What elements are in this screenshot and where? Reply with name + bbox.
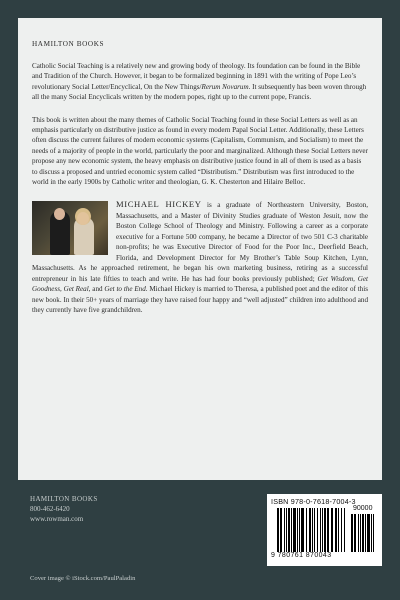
previous-book-last-title: Get to the End xyxy=(104,285,146,294)
barcode-bar xyxy=(338,508,340,552)
footer-phone: 800-462-6420 xyxy=(30,505,70,513)
author-bio xyxy=(32,199,368,316)
barcode-bar xyxy=(312,508,313,552)
barcode-bar xyxy=(294,508,296,552)
barcode-bar xyxy=(358,514,359,552)
intro-text-end: . It subsequently has been woven through all the many Social Encyclicals written by the modern popes, right up to the current pope, Francis. xyxy=(32,82,367,102)
barcode-bar xyxy=(284,508,285,552)
barcode-bar xyxy=(344,508,345,552)
description-text: This book is written about the many themes of Catholic Social Teaching found in these Social Letters as well as an emphasis particularly on distributive justice as found in every modern Papal Social Letter. Additionally, these Letters often discuss the current failures of modern economic systems (Capitalism, Communism, and Socialism) to meet the needs of a majority of people in the world, particularly the poor and marginalized. Although these Social Letters never propose any new economic system, the heavy emphasis on distributive justice found in all of them is used as a basis to discuss a proposed and untried economic system called “Distributism.” Distributism was first introduced to the world in the early 1900s by Catholic writer and theologian, G. K. Chesterton and Hilaire Belloc. xyxy=(32,115,368,187)
bio-text-part2: and xyxy=(90,285,105,294)
barcode-bar xyxy=(322,508,323,552)
intro-italic-title: Rerum Novarum xyxy=(201,82,249,91)
bio-text-part1: is a graduate of Northeastern University, Boston, Massachusetts, and a Master of Divinity Studies graduate of Weston Jesuit, now the Boston College School of Theology and Ministry. Following a career as a corporate executive for a Fortune 500 company, he became a Director of two 501 C-3 charitable non-profits; he was Executive Director of Food for the Poor Inc., Deerfield Beach, Florida, and Development Director for My Brother’s Table Soup Kitchen, Lynn, Massachusetts. As he approached retirement, he began his own marketing business, retiring as a successful entrepreneur in his late fifties to teach and write. He has had four books previously published; xyxy=(32,201,368,283)
barcode-bar xyxy=(320,508,321,552)
barcode-bar xyxy=(328,508,329,552)
barcode-bar xyxy=(309,508,311,552)
barcode-bars-main xyxy=(277,508,347,552)
cover-image-credit: Cover image © iStock.com/PaulPaladin xyxy=(30,575,136,582)
isbn-label: ISBN 978-0-7618-7004-3 xyxy=(271,497,356,506)
author-photo xyxy=(32,201,108,255)
barcode-bar xyxy=(354,514,356,552)
description-paragraph xyxy=(32,115,368,188)
barcode-bars-addon xyxy=(351,514,376,552)
bio-text-part3: . Michael Hickey is married to Theresa, a published poet and the editor of this new book. In their 50+ years of marriage they have raised four happy and “well adjusted” children into adulthood and they currently have five grandchildren. xyxy=(32,285,368,315)
barcode-bar xyxy=(368,514,370,552)
barcode-bar xyxy=(360,514,361,552)
footer-website: www.rowman.com xyxy=(30,515,84,523)
barcode-box xyxy=(267,494,382,566)
barcode-bar xyxy=(331,508,333,552)
text-panel xyxy=(18,18,382,480)
author-name: MICHAEL HICKEY xyxy=(116,199,202,210)
barcode-bar xyxy=(341,508,342,552)
barcode-bar xyxy=(362,514,364,552)
footer-publisher: HAMILTON BOOKS xyxy=(30,495,98,503)
barcode-bar xyxy=(280,508,282,552)
barcode-bar xyxy=(371,514,372,552)
barcode-bar xyxy=(306,508,307,552)
barcode-bar xyxy=(314,508,315,552)
barcode-bar xyxy=(373,514,374,552)
barcode xyxy=(271,506,378,560)
barcode-bar xyxy=(317,508,319,552)
intro-paragraph xyxy=(32,61,368,103)
barcode-bar xyxy=(288,508,290,552)
previous-books-titles: Get Wisdom, Get Goodness, Get Real, xyxy=(32,274,368,294)
barcode-bar xyxy=(286,508,287,552)
barcode-bar xyxy=(297,508,298,552)
price-code: 90000 xyxy=(353,505,373,512)
publisher-label: HAMILTON BOOKS xyxy=(32,40,105,48)
intro-text: Catholic Social Teaching is a relatively new and growing body of theology. Its foundation can be found in the Bible and Tradition of the Church. However, it began to be formalized beginning in 1891 with the writing of Pope Leo’s revolutionary Social Letter/Encyclical, On the New Things/ xyxy=(32,62,361,91)
barcode-bar xyxy=(303,508,304,552)
barcode-digits: 9 780761 870043 xyxy=(271,552,332,559)
publisher-contact xyxy=(30,494,98,524)
